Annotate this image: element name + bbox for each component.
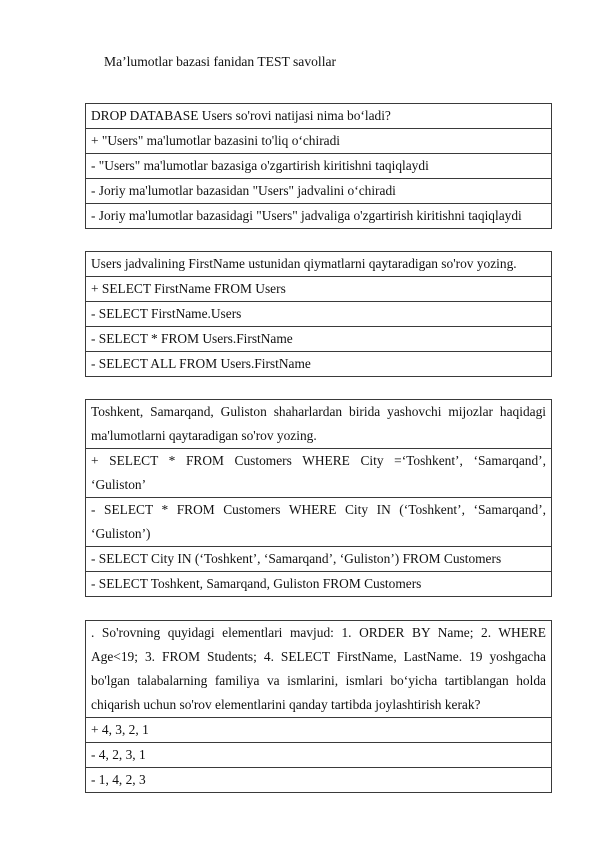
option-text: - SELECT * FROM Users.FirstName xyxy=(86,327,552,352)
option-row xyxy=(86,352,552,377)
option-row xyxy=(86,302,552,327)
question-text: . So'rovning quyidagi elementlari mavjud: 1. ORDER BY Name; 2. WHERE Age<19; 3. FROM Students; 4. SELECT FirstName, LastName. 19 yoshgacha bo'lgan talabalarning familiya va ismlarini, ismlari bo‘yicha tartiblangan holda chiqarish uchun so'rov elementlarini qanday tartibda joylashtirish kerak? xyxy=(86,621,552,718)
option-text: - Joriy ma'lumotlar bazasidagi "Users" jadvaliga o'zgartirish kiritishni taqiqlaydi xyxy=(86,204,552,229)
question-text: Toshkent, Samarqand, Guliston shaharlardan birida yashovchi mijozlar haqidagi ma'lumotlarni qaytaradigan so'rov yozing. xyxy=(86,400,552,449)
option-text: - SELECT FirstName.Users xyxy=(86,302,552,327)
option-text: - SELECT * FROM Customers WHERE City IN (‘Toshkent’, ‘Samarqand’, ‘Guliston’) xyxy=(86,498,552,547)
question-row xyxy=(86,252,552,277)
option-row xyxy=(86,129,552,154)
option-text: - 4, 2, 3, 1 xyxy=(86,743,552,768)
option-row xyxy=(86,547,552,572)
option-text: - SELECT Toshkent, Samarqand, Guliston FROM Customers xyxy=(86,572,552,597)
question-table-1 xyxy=(85,103,552,229)
option-row xyxy=(86,498,552,547)
question-row xyxy=(86,621,552,718)
question-text: Users jadvalining FirstName ustunidan qiymatlarni qaytaradigan so'rov yozing. xyxy=(86,252,552,277)
option-text: - SELECT ALL FROM Users.FirstName xyxy=(86,352,552,377)
option-row xyxy=(86,277,552,302)
question-table-4 xyxy=(85,620,552,793)
question-text: DROP DATABASE Users so'rovi natijasi nima bo‘ladi? xyxy=(86,104,552,129)
option-text: - SELECT City IN (‘Toshkent’, ‘Samarqand’, ‘Guliston’) FROM Customers xyxy=(86,547,552,572)
option-row xyxy=(86,179,552,204)
option-text: - "Users" ma'lumotlar bazasiga o'zgartirish kiritishni taqiqlaydi xyxy=(86,154,552,179)
question-row xyxy=(86,104,552,129)
option-text: + 4, 3, 2, 1 xyxy=(86,718,552,743)
option-row xyxy=(86,718,552,743)
question-table-3 xyxy=(85,399,552,597)
option-row xyxy=(86,327,552,352)
document-title: Ma’lumotlar bazasi fanidan TEST savollar xyxy=(104,54,337,69)
option-row xyxy=(86,204,552,229)
option-text: + SELECT * FROM Customers WHERE City =‘Toshkent’, ‘Samarqand’, ‘Guliston’ xyxy=(86,449,552,498)
option-text: - 1, 4, 2, 3 xyxy=(86,768,552,793)
option-row xyxy=(86,154,552,179)
option-text: + "Users" ma'lumotlar bazasini to'liq o‘chiradi xyxy=(86,129,552,154)
question-table-2 xyxy=(85,251,552,377)
option-text: - Joriy ma'lumotlar bazasidan "Users" jadvalini o‘chiradi xyxy=(86,179,552,204)
option-row xyxy=(86,768,552,793)
option-text: + SELECT FirstName FROM Users xyxy=(86,277,552,302)
option-row xyxy=(86,743,552,768)
option-row xyxy=(86,572,552,597)
option-row xyxy=(86,449,552,498)
question-row xyxy=(86,400,552,449)
